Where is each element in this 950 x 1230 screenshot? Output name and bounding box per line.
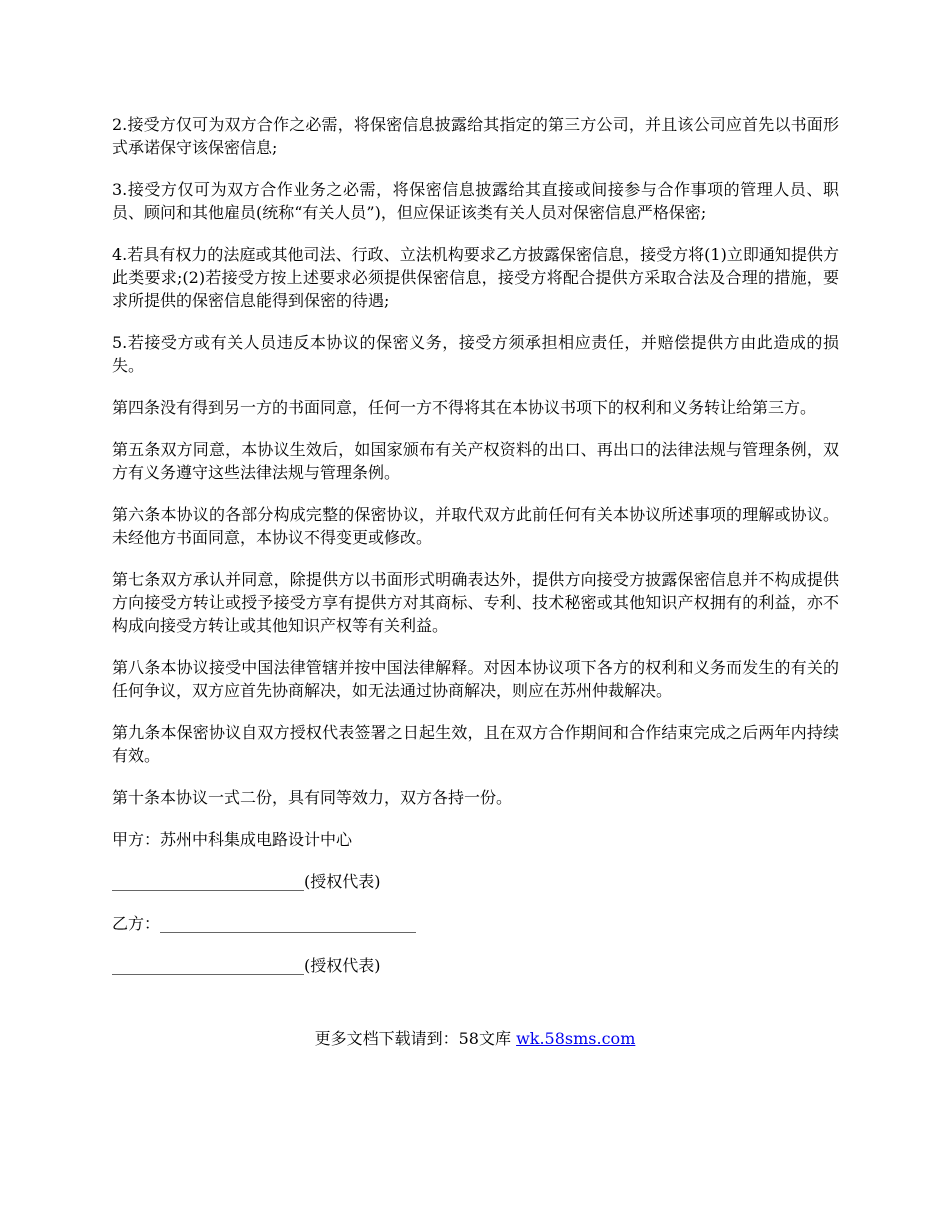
party-a-line: 甲方：苏州中科集成电路设计中心 [112,830,353,849]
paragraph-article-10: 第十条本协议一式二份，具有同等效力，双方各持一份。 [112,788,513,807]
paragraph-article-8: 第八条本协议接受中国法律管辖并按中国法律解释。对因本协议项下各方的权利和义务而发生的有关的任何争议，双方应首先协商解决，如无法通过协商解决，则应在苏州仲裁解决。 [112,658,839,700]
signature-line-a: ________________________(授权代表) [112,872,381,891]
paragraph-article-5: 第五条双方同意，本协议生效后，如国家颁布有关产权资料的出口、再出口的法律法规与管理条例，双方有义务遵守这些法律法规与管理条例。 [112,440,839,482]
footer [0,1027,950,1050]
document-body [112,113,839,996]
paragraph-article-9: 第九条本保密协议自双方授权代表签署之日起生效，且在双方合作期间和合作结束完成之后两年内持续有效。 [112,723,839,765]
signature-line-b: ________________________(授权代表) [112,956,381,975]
footer-text: 更多文档下载请到：58文库 [314,1029,517,1048]
paragraph-clause-4: 4.若具有权力的法庭或其他司法、行政、立法机构要求乙方披露保密信息，接受方将(1)立即通知提供方此类要求;(2)若接受方按上述要求必须提供保密信息，接受方将配合提供方采取合法及合理的措施，要求所提供的保密信息能得到保密的待遇; [112,245,839,310]
footer-link[interactable]: wk.58sms.com [516,1029,636,1048]
paragraph-clause-2: 2.接受方仅可为双方合作之必需，将保密信息披露给其指定的第三方公司，并且该公司应首先以书面形式承诺保守该保密信息; [112,115,839,157]
paragraph-article-4: 第四条没有得到另一方的书面同意，任何一方不得将其在本协议书项下的权利和义务转让给第三方。 [112,398,817,417]
paragraph-article-7: 第七条双方承认并同意，除提供方以书面形式明确表达外，提供方向接受方披露保密信息并不构成提供方向接受方转让或授予接受方享有提供方对其商标、专利、技术秘密或其他知识产权拥有的利益，亦不构成向接受方转让或其他知识产权等有关利益。 [112,570,839,635]
paragraph-clause-5: 5.若接受方或有关人员违反本协议的保密义务，接受方须承担相应责任，并赔偿提供方由此造成的损失。 [112,333,839,375]
paragraph-clause-3: 3.接受方仅可为双方合作业务之必需，将保密信息披露给其直接或间接参与合作事项的管理人员、职员、顾问和其他雇员(统称“有关人员”)，但应保证该类有关人员对保密信息严格保密; [112,180,839,222]
party-b-line: 乙方：________________________________ [112,914,417,933]
paragraph-article-6: 第六条本协议的各部分构成完整的保密协议，并取代双方此前任何有关本协议所述事项的理解或协议。未经他方书面同意，本协议不得变更或修改。 [112,505,839,547]
